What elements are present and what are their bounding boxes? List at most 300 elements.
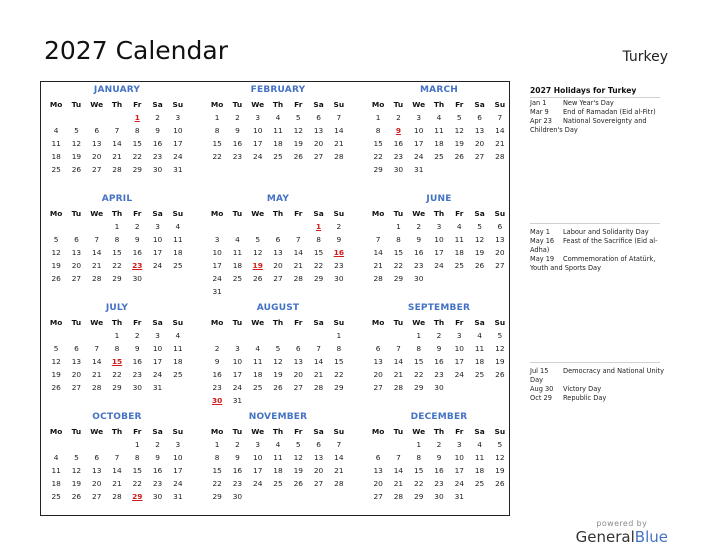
holiday-name: Feast of the Sacrifice (Eid al-Adha): [530, 237, 658, 254]
day-cell: 12: [51, 357, 61, 366]
day-cell: 23: [434, 479, 444, 488]
day-cell: 4: [477, 331, 482, 340]
day-cell: 27: [373, 492, 383, 501]
day-cell: 18: [51, 152, 61, 161]
day-cell: 28: [495, 152, 505, 161]
day-cell: 24: [173, 479, 183, 488]
day-cell: 22: [212, 152, 222, 161]
brand-blue: Blue: [634, 528, 668, 546]
day-cell: 10: [253, 126, 263, 135]
day-cell: 23: [132, 370, 142, 379]
day-cell: 12: [474, 235, 485, 244]
day-cell: 4: [175, 331, 181, 340]
month-days: [207, 315, 349, 407]
page-title: 2027 Calendar: [44, 36, 228, 65]
day-cell: 21: [313, 370, 324, 379]
day-cell: 14: [334, 126, 344, 135]
weekday-header: Sa: [474, 100, 485, 109]
day-cell: 20: [71, 261, 82, 270]
day-cell: 16: [132, 248, 142, 257]
holiday-day-cell: 1: [134, 113, 140, 122]
day-cell: 23: [393, 152, 404, 161]
day-cell: 9: [235, 453, 240, 462]
day-cell: 13: [373, 466, 383, 475]
weekday-header: Su: [333, 100, 345, 109]
month-days: [46, 97, 188, 176]
day-cell: 1: [416, 440, 422, 449]
day-cell: 18: [454, 248, 464, 257]
month-july: [46, 301, 188, 394]
empty-cell: [308, 329, 328, 342]
day-cell: 19: [51, 370, 61, 379]
weekday-header: Mo: [371, 100, 385, 109]
weekday-header: Mo: [49, 318, 63, 327]
holiday-item: [530, 394, 665, 403]
calendar-grid: [40, 81, 510, 516]
day-cell: 29: [414, 492, 424, 501]
holiday-name: National Sovereignty and Children's Day: [530, 117, 647, 134]
day-cell: 16: [152, 466, 163, 475]
holiday-list: [530, 367, 665, 403]
day-cell: 6: [316, 113, 321, 122]
day-cell: 11: [253, 357, 263, 366]
day-cell: 2: [235, 440, 240, 449]
day-cell: 5: [74, 126, 79, 135]
day-cell: 12: [495, 453, 505, 462]
holiday-date: May 19: [530, 255, 555, 263]
day-cell: 6: [316, 440, 321, 449]
day-cell: 5: [74, 453, 79, 462]
day-cell: 15: [393, 248, 404, 257]
day-cell: 15: [373, 139, 383, 148]
month-name: APRIL: [101, 194, 133, 204]
weekday-header: Mo: [210, 318, 224, 327]
empty-cell: [268, 329, 288, 342]
weekday-header: Tu: [71, 427, 82, 436]
weekday-header: Sa: [313, 427, 324, 436]
day-cell: 26: [474, 261, 485, 270]
day-cell: 19: [454, 139, 464, 148]
day-cell: 26: [51, 274, 61, 283]
day-cell: 7: [396, 344, 401, 353]
day-cell: 23: [414, 261, 424, 270]
day-cell: 22: [334, 370, 344, 379]
month-days: [46, 424, 188, 503]
day-cell: 6: [94, 126, 100, 135]
day-cell: 8: [134, 126, 140, 135]
day-cell: 4: [235, 235, 240, 244]
weekday-header: Sa: [313, 209, 324, 218]
day-cell: 22: [393, 261, 404, 270]
day-cell: 6: [477, 113, 482, 122]
weekday-header: Sa: [474, 427, 485, 436]
day-cell: 3: [214, 235, 220, 244]
day-cell: 1: [214, 113, 220, 122]
day-cell: 22: [414, 479, 424, 488]
holiday-name: Labour and Solidarity Day: [563, 228, 649, 236]
day-cell: 15: [212, 466, 222, 475]
holiday-item: [530, 367, 665, 385]
day-cell: 30: [232, 492, 243, 501]
day-cell: 10: [232, 357, 243, 366]
day-cell: 13: [313, 126, 324, 135]
day-cell: 7: [396, 453, 401, 462]
weekday-header: Tu: [232, 318, 243, 327]
day-cell: 3: [456, 331, 462, 340]
day-cell: 31: [232, 396, 243, 405]
day-cell: 8: [214, 126, 220, 135]
weekday-header: Mo: [49, 100, 63, 109]
empty-cell: [227, 220, 247, 233]
weekday-header: We: [251, 100, 265, 109]
month-name: FEBRUARY: [250, 85, 306, 95]
day-cell: 29: [373, 165, 383, 174]
day-cell: 10: [414, 126, 424, 135]
weekday-header: Fr: [455, 318, 464, 327]
month-name: JULY: [105, 303, 129, 313]
day-cell: 19: [495, 466, 505, 475]
day-cell: 7: [94, 235, 100, 244]
holiday-divider: [530, 223, 660, 224]
weekday-header: Th: [111, 318, 123, 327]
empty-cell: [368, 438, 388, 451]
day-cell: 1: [114, 222, 120, 231]
month-february: [207, 83, 349, 163]
day-cell: 21: [393, 479, 404, 488]
day-cell: 19: [71, 479, 82, 488]
day-cell: 1: [336, 331, 342, 340]
month-january: [46, 83, 188, 176]
month-name: DECEMBER: [410, 412, 468, 422]
holiday-day-cell: 19: [252, 261, 263, 270]
day-cell: 9: [134, 235, 140, 244]
month-days: [207, 206, 349, 298]
weekday-header: Mo: [371, 427, 385, 436]
day-cell: 8: [396, 235, 401, 244]
day-cell: 20: [92, 152, 102, 161]
day-cell: 14: [112, 466, 122, 475]
day-cell: 7: [316, 344, 321, 353]
day-cell: 16: [232, 466, 243, 475]
day-cell: 18: [273, 466, 283, 475]
holiday-date: Jul 15: [530, 367, 549, 375]
day-cell: 15: [414, 357, 424, 366]
day-cell: 17: [232, 370, 243, 379]
day-cell: 11: [173, 235, 183, 244]
day-cell: 28: [112, 492, 122, 501]
weekday-header: Th: [111, 427, 123, 436]
weekday-header: Fr: [133, 209, 142, 218]
day-cell: 29: [112, 274, 122, 283]
day-cell: 25: [273, 479, 283, 488]
day-cell: 2: [396, 113, 401, 122]
weekday-header: Tu: [393, 318, 404, 327]
holiday-day-cell: 9: [395, 126, 401, 135]
holiday-day-cell: 15: [111, 357, 123, 366]
day-cell: 15: [112, 248, 122, 257]
day-cell: 1: [396, 222, 401, 231]
day-cell: 26: [293, 152, 303, 161]
day-cell: 4: [53, 453, 59, 462]
day-cell: 20: [313, 466, 324, 475]
holiday-name: Democracy and National Unity Day: [530, 367, 664, 384]
day-cell: 26: [454, 152, 464, 161]
day-cell: 17: [253, 139, 263, 148]
day-cell: 17: [212, 261, 222, 270]
weekday-header: Su: [172, 427, 184, 436]
day-cell: 6: [295, 344, 301, 353]
weekday-header: Su: [333, 209, 345, 218]
day-cell: 21: [334, 139, 344, 148]
day-cell: 7: [336, 440, 342, 449]
day-cell: 27: [313, 479, 324, 488]
month-june: [368, 192, 510, 285]
month-name: MAY: [266, 194, 290, 204]
holiday-day-cell: 29: [132, 492, 143, 501]
weekday-header: Mo: [49, 209, 63, 218]
day-cell: 13: [313, 453, 324, 462]
day-cell: 16: [414, 248, 424, 257]
day-cell: 7: [114, 453, 120, 462]
day-cell: 27: [92, 492, 102, 501]
day-cell: 15: [313, 248, 324, 257]
month-september: [368, 301, 510, 394]
weekday-header: Th: [433, 318, 445, 327]
day-cell: 5: [295, 113, 301, 122]
day-cell: 28: [334, 152, 344, 161]
weekday-header: Mo: [210, 209, 224, 218]
month-name: NOVEMBER: [248, 412, 308, 422]
weekday-header: Sa: [152, 318, 163, 327]
day-cell: 25: [253, 383, 263, 392]
weekday-header: Th: [433, 209, 445, 218]
day-cell: 8: [375, 126, 381, 135]
day-cell: 25: [173, 370, 183, 379]
day-cell: 24: [253, 479, 263, 488]
day-cell: 3: [175, 113, 181, 122]
day-cell: 19: [293, 139, 303, 148]
day-cell: 25: [51, 492, 61, 501]
day-cell: 21: [92, 370, 102, 379]
day-cell: 16: [393, 139, 404, 148]
holiday-item: [530, 255, 665, 273]
day-cell: 12: [454, 126, 464, 135]
holiday-list: [530, 228, 665, 273]
day-cell: 28: [313, 383, 324, 392]
day-cell: 4: [255, 344, 261, 353]
day-cell: 27: [71, 274, 82, 283]
weekday-header: Mo: [49, 427, 63, 436]
day-cell: 11: [454, 235, 464, 244]
day-cell: 6: [74, 235, 79, 244]
weekday-header: Fr: [133, 427, 142, 436]
weekday-header: Fr: [133, 318, 142, 327]
day-cell: 2: [436, 331, 442, 340]
day-cell: 28: [393, 492, 404, 501]
day-cell: 2: [436, 440, 442, 449]
day-cell: 6: [497, 222, 503, 231]
month-days: [368, 315, 510, 394]
day-cell: 14: [92, 357, 102, 366]
day-cell: 29: [313, 274, 324, 283]
day-cell: 16: [232, 139, 243, 148]
day-cell: 26: [495, 370, 505, 379]
day-cell: 18: [232, 261, 243, 270]
day-cell: 12: [273, 357, 283, 366]
day-cell: 30: [152, 492, 163, 501]
weekday-header: Th: [272, 427, 284, 436]
day-cell: 3: [456, 440, 462, 449]
day-cell: 3: [436, 222, 442, 231]
day-cell: 2: [155, 440, 160, 449]
weekday-header: Su: [494, 427, 506, 436]
day-cell: 16: [152, 139, 163, 148]
day-cell: 10: [253, 453, 263, 462]
day-cell: 13: [273, 248, 283, 257]
empty-cell: [46, 438, 66, 451]
day-cell: 11: [474, 344, 485, 353]
day-cell: 19: [474, 248, 485, 257]
day-cell: 27: [474, 152, 485, 161]
day-cell: 10: [152, 235, 163, 244]
day-cell: 18: [253, 370, 263, 379]
day-cell: 13: [71, 357, 82, 366]
day-cell: 22: [112, 261, 122, 270]
empty-cell: [46, 111, 66, 124]
day-cell: 14: [393, 466, 404, 475]
month-days: [46, 315, 188, 394]
day-cell: 26: [71, 165, 82, 174]
weekday-header: Sa: [474, 209, 485, 218]
empty-cell: [227, 329, 247, 342]
day-cell: 3: [155, 222, 160, 231]
day-cell: 17: [454, 466, 464, 475]
day-cell: 26: [273, 383, 283, 392]
holiday-divider: [530, 97, 660, 98]
day-cell: 1: [214, 440, 220, 449]
holiday-date: Mar 9: [530, 108, 549, 116]
holiday-item: [530, 99, 665, 108]
month-august: [207, 301, 349, 407]
day-cell: 20: [373, 479, 383, 488]
day-cell: 9: [416, 235, 422, 244]
day-cell: 27: [373, 383, 383, 392]
weekday-header: Fr: [294, 209, 303, 218]
day-cell: 5: [275, 344, 281, 353]
empty-cell: [388, 329, 408, 342]
day-cell: 31: [173, 165, 183, 174]
brand-name: [576, 528, 668, 546]
day-cell: 6: [74, 344, 79, 353]
day-cell: 12: [71, 466, 82, 475]
day-cell: 18: [434, 139, 444, 148]
day-cell: 30: [132, 274, 142, 283]
day-cell: 2: [336, 222, 342, 231]
day-cell: 4: [275, 113, 281, 122]
day-cell: 8: [214, 453, 220, 462]
day-cell: 28: [92, 383, 102, 392]
holiday-day-cell: 1: [315, 222, 322, 231]
day-cell: 5: [456, 113, 462, 122]
day-cell: 24: [434, 261, 444, 270]
month-days: [207, 424, 349, 503]
day-cell: 30: [414, 274, 424, 283]
day-cell: 8: [114, 344, 120, 353]
day-cell: 15: [212, 139, 222, 148]
day-cell: 29: [334, 383, 344, 392]
month-april: [46, 192, 188, 285]
weekday-header: Fr: [294, 100, 303, 109]
day-cell: 14: [393, 357, 404, 366]
month-name: AUGUST: [256, 303, 300, 313]
month-march: [368, 83, 510, 176]
empty-cell: [66, 438, 86, 451]
day-cell: 14: [293, 248, 303, 257]
empty-cell: [66, 220, 86, 233]
day-cell: 27: [273, 274, 283, 283]
day-cell: 27: [495, 261, 505, 270]
month-days: [46, 206, 188, 285]
weekday-header: Tu: [71, 209, 82, 218]
day-cell: 27: [293, 383, 303, 392]
day-cell: 30: [152, 165, 163, 174]
day-cell: 14: [92, 248, 102, 257]
empty-cell: [87, 329, 107, 342]
day-cell: 17: [434, 248, 444, 257]
weekday-header: We: [412, 209, 426, 218]
day-cell: 24: [414, 152, 424, 161]
day-cell: 18: [173, 248, 183, 257]
weekday-header: Mo: [210, 100, 224, 109]
holiday-divider: [530, 362, 660, 363]
day-cell: 10: [173, 126, 183, 135]
month-october: [46, 410, 188, 503]
day-cell: 25: [232, 274, 243, 283]
day-cell: 24: [152, 370, 163, 379]
empty-cell: [107, 111, 127, 124]
day-cell: 17: [173, 466, 183, 475]
weekday-header: Fr: [294, 318, 303, 327]
day-cell: 24: [212, 274, 222, 283]
weekday-header: Th: [111, 209, 123, 218]
month-name: JANUARY: [93, 85, 141, 95]
day-cell: 1: [134, 440, 140, 449]
day-cell: 2: [416, 222, 422, 231]
weekday-header: Th: [433, 100, 445, 109]
day-cell: 15: [132, 466, 142, 475]
day-cell: 10: [212, 248, 222, 257]
day-cell: 20: [71, 370, 82, 379]
day-cell: 12: [293, 126, 303, 135]
day-cell: 16: [434, 466, 444, 475]
day-cell: 20: [293, 370, 303, 379]
day-cell: 28: [373, 274, 383, 283]
empty-cell: [388, 438, 408, 451]
day-cell: 20: [92, 479, 102, 488]
month-days: [368, 97, 510, 176]
empty-cell: [288, 220, 308, 233]
day-cell: 18: [474, 357, 485, 366]
day-cell: 5: [295, 440, 301, 449]
empty-cell: [368, 220, 388, 233]
day-cell: 9: [155, 453, 160, 462]
month-days: [368, 424, 510, 503]
day-cell: 23: [334, 261, 344, 270]
day-cell: 19: [293, 466, 303, 475]
day-cell: 27: [92, 165, 102, 174]
month-november: [207, 410, 349, 503]
day-cell: 18: [273, 139, 283, 148]
